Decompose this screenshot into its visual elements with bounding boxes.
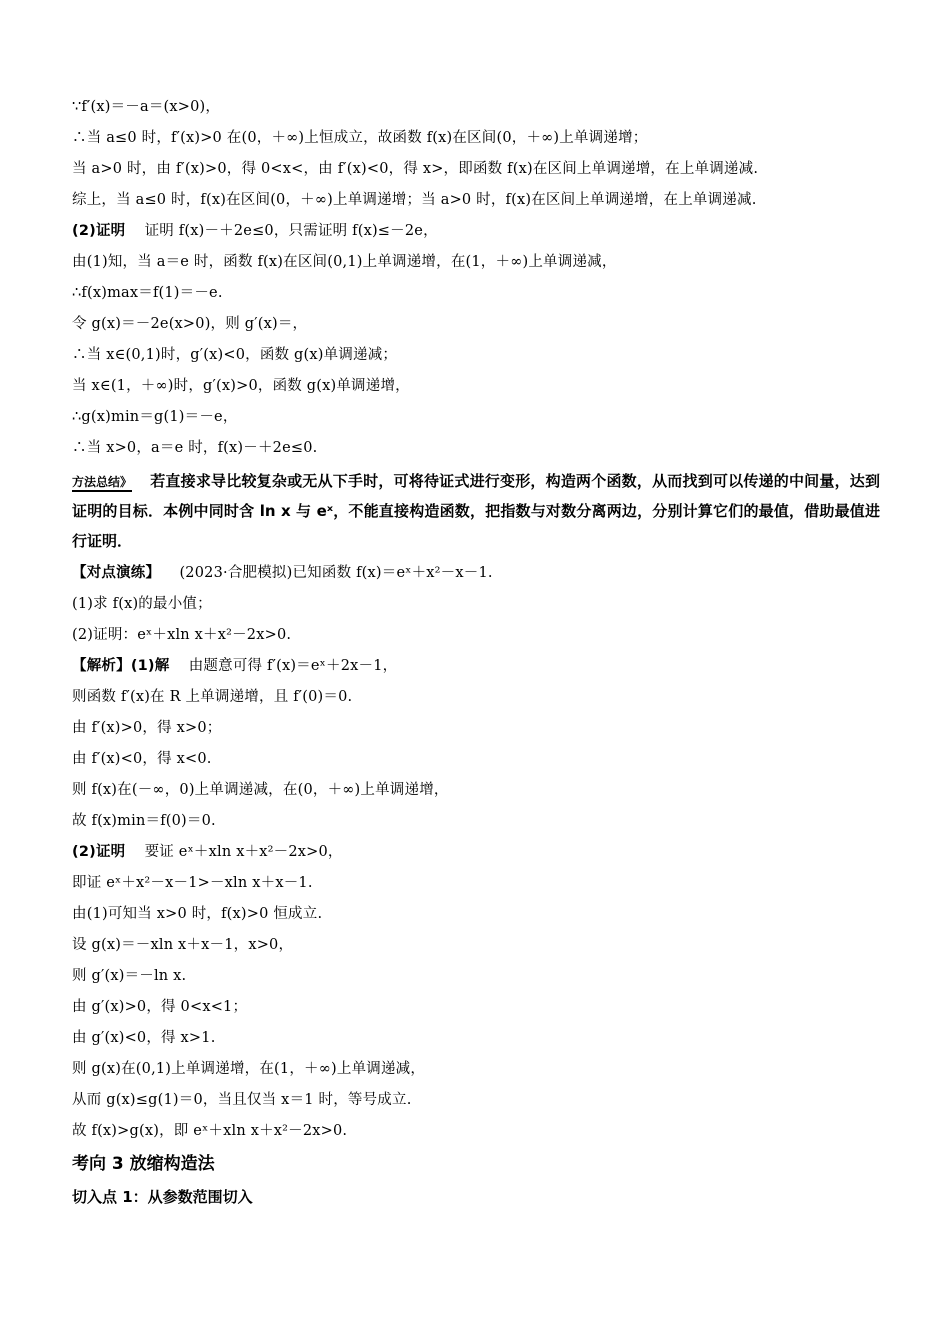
proof-label: (2)证明: [72, 223, 126, 239]
analysis-part-label: (1)解: [130, 658, 170, 674]
analysis-line: 由(1)可知当 x>0 时，f(x)>0 恒成立.: [72, 906, 323, 922]
solution-line: ∴当 x>0，a＝e 时，f(x)－＋2e≤0.: [72, 440, 318, 456]
exercise-question: (1)求 f(x)的最小值；: [72, 596, 212, 612]
proof-part2-line: [72, 216, 880, 247]
exercise-question: (2)证明：eˣ＋xln x＋x²－2x>0.: [72, 627, 292, 643]
analysis-text: 要证 eˣ＋xln x＋x²－2x>0，: [144, 844, 343, 860]
analysis-line: 设 g(x)＝－xln x＋x－1，x>0，: [72, 937, 294, 953]
solution-line: 综上，当 a≤0 时，f(x)在区间(0，＋∞)上单调递增；当 a>0 时，f(x)在区间上单调递增，在上单调递减.: [72, 192, 757, 208]
analysis-line: [72, 651, 880, 682]
analysis-line: 由 f′(x)<0，得 x<0.: [72, 751, 212, 767]
analysis-line: 则函数 f′(x)在 R 上单调递增，且 f′(0)＝0.: [72, 689, 353, 705]
analysis-line: 则 g′(x)＝－ln x.: [72, 968, 187, 984]
solution-line: ∴当 a≤0 时，f′(x)>0 在(0，＋∞)上恒成立，故函数 f(x)在区间(0，＋∞)上单调递增；: [72, 130, 648, 146]
solution-line: ∴g(x)min＝g(1)＝－e，: [72, 409, 238, 425]
analysis-label: 【解析】: [72, 658, 131, 674]
document-page: [72, 92, 880, 1213]
solution-line: 令 g(x)＝－2e(x>0)，则 g′(x)＝，: [72, 316, 308, 332]
subsection-heading: 切入点 1：从参数范围切入: [72, 1188, 253, 1206]
solution-line: 由(1)知，当 a＝e 时，函数 f(x)在区间(0,1)上单调递增，在(1，＋∞)上单调递减，: [72, 254, 617, 270]
analysis-text: 由题意可得 f′(x)＝eˣ＋2x－1，: [188, 658, 398, 674]
analysis-line: 由 g′(x)<0，得 x>1.: [72, 1030, 216, 1046]
analysis-line: 故 f(x)>g(x)，即 eˣ＋xln x＋x²－2x>0.: [72, 1123, 348, 1139]
analysis-line: [72, 837, 880, 868]
analysis-line: 故 f(x)min＝f(0)＝0.: [72, 813, 216, 829]
solution-line: ∵f′(x)＝－a＝(x>0)，: [72, 99, 221, 115]
analysis-part-label: (2)证明: [72, 844, 126, 860]
solution-line: ∴f(x)max＝f(1)＝－e.: [72, 285, 223, 301]
solution-line: ∴当 x∈(0,1)时，g′(x)<0，函数 g(x)单调递减；: [72, 347, 398, 363]
analysis-line: 由 g′(x)>0，得 0<x<1；: [72, 999, 248, 1015]
exercise-label: 【对点演练】: [72, 565, 161, 581]
section-heading: 考向 3 放缩构造法: [72, 1154, 215, 1174]
analysis-line: 则 f(x)在(－∞，0)上单调递减，在(0，＋∞)上单调递增，: [72, 782, 449, 798]
solution-line: 当 a>0 时，由 f′(x)>0，得 0<x<，由 f′(x)<0，得 x>，即函数 f(x)在区间上单调递增，在上单调递减.: [72, 161, 759, 177]
solution-line: 当 x∈(1，＋∞)时，g′(x)>0，函数 g(x)单调递增，: [72, 378, 410, 394]
analysis-line: 则 g(x)在(0,1)上单调递增，在(1，＋∞)上单调递减，: [72, 1061, 426, 1077]
proof-text: 证明 f(x)－＋2e≤0，只需证明 f(x)≤－2e，: [144, 223, 438, 239]
method-summary: [72, 466, 880, 556]
method-summary-badge: 方法总结》: [72, 474, 132, 492]
analysis-line: 即证 eˣ＋x²－x－1>－xln x＋x－1.: [72, 875, 313, 891]
analysis-line: 从而 g(x)≤g(1)＝0，当且仅当 x＝1 时，等号成立.: [72, 1092, 412, 1108]
exercise-prompt: (2023·合肥模拟)已知函数 f(x)＝eˣ＋x²－x－1.: [179, 565, 493, 581]
analysis-line: 由 f′(x)>0，得 x>0；: [72, 720, 222, 736]
exercise-line: [72, 558, 880, 589]
method-summary-text: 若直接求导比较复杂或无从下手时，可将待证式进行变形，构造两个函数，从而找到可以传递的中间量，达到证明的目标．本例中同时含 ln x 与 eˣ，不能直接构造函数，把指数与对数分离两边，分别计算它们的最值，借助最值进行证明．: [72, 472, 880, 550]
